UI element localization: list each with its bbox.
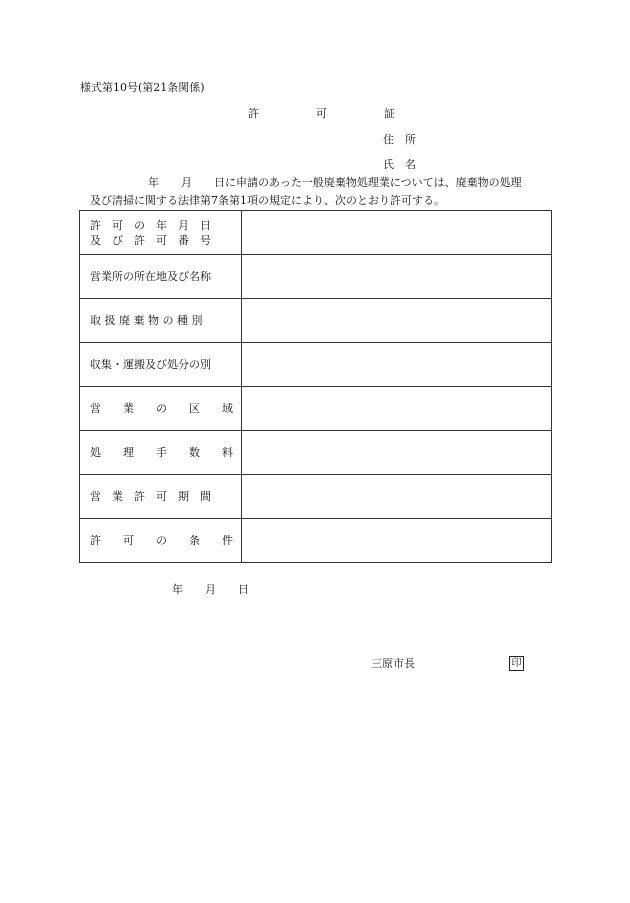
body-text-line-2: 及び清掃に関する法律第7条第1項の規定により、次のとおり許可する。 (90, 194, 445, 207)
row-label-text: 営 業 許 可 期 間 (90, 490, 211, 503)
row-label-text: 及 び 許 可 番 号 (90, 233, 211, 247)
table-row (80, 343, 552, 387)
table-row (80, 255, 552, 299)
permit-details-table (79, 210, 552, 563)
row-value-cell[interactable] (242, 211, 552, 255)
row-value-cell[interactable] (242, 431, 552, 475)
name-label: 氏 名 (383, 158, 416, 171)
row-value-cell[interactable] (242, 299, 552, 343)
table-row (80, 299, 552, 343)
row-label (80, 255, 242, 299)
table-row (80, 519, 552, 563)
row-label (80, 343, 242, 387)
row-label (80, 387, 242, 431)
row-value-cell[interactable] (242, 519, 552, 563)
address-label: 住 所 (383, 133, 416, 146)
row-label (80, 519, 242, 563)
body-text-line-1: 年 月 日に申請のあった一般廃棄物処理業については、廃棄物の処理 (148, 176, 522, 189)
row-value-cell[interactable] (242, 255, 552, 299)
row-value-cell[interactable] (242, 475, 552, 519)
row-label-text: 営 業 の 区 域 (90, 402, 233, 415)
row-label (80, 431, 242, 475)
title-char: 証 (384, 107, 395, 120)
table-row (80, 475, 552, 519)
row-label-text: 取 扱 廃 棄 物 の 種 別 (90, 314, 203, 327)
table-row (80, 211, 552, 255)
issue-date: 年 月 日 (172, 583, 249, 596)
row-label (80, 211, 242, 255)
row-value-cell[interactable] (242, 343, 552, 387)
table-row (80, 431, 552, 475)
issuer-mayor: 三原市長 (371, 657, 415, 670)
table-row (80, 387, 552, 431)
row-label (80, 299, 242, 343)
row-label-text: 許 可 の 条 件 (90, 534, 233, 547)
row-label-text: 処 理 手 数 料 (90, 446, 233, 459)
seal-mark: 印 (509, 656, 524, 671)
row-value-cell[interactable] (242, 387, 552, 431)
row-label-text: 許 可 の 年 月 日 (90, 218, 211, 232)
row-label-text: 収集・運搬及び処分の別 (90, 358, 211, 371)
form-number-label: 様式第10号(第21条関係) (80, 81, 205, 94)
row-label-text: 営業所の所在地及び名称 (90, 270, 211, 283)
row-label (80, 475, 242, 519)
title-char: 許 (248, 107, 259, 120)
title-char: 可 (316, 107, 327, 120)
document-title (248, 107, 395, 121)
